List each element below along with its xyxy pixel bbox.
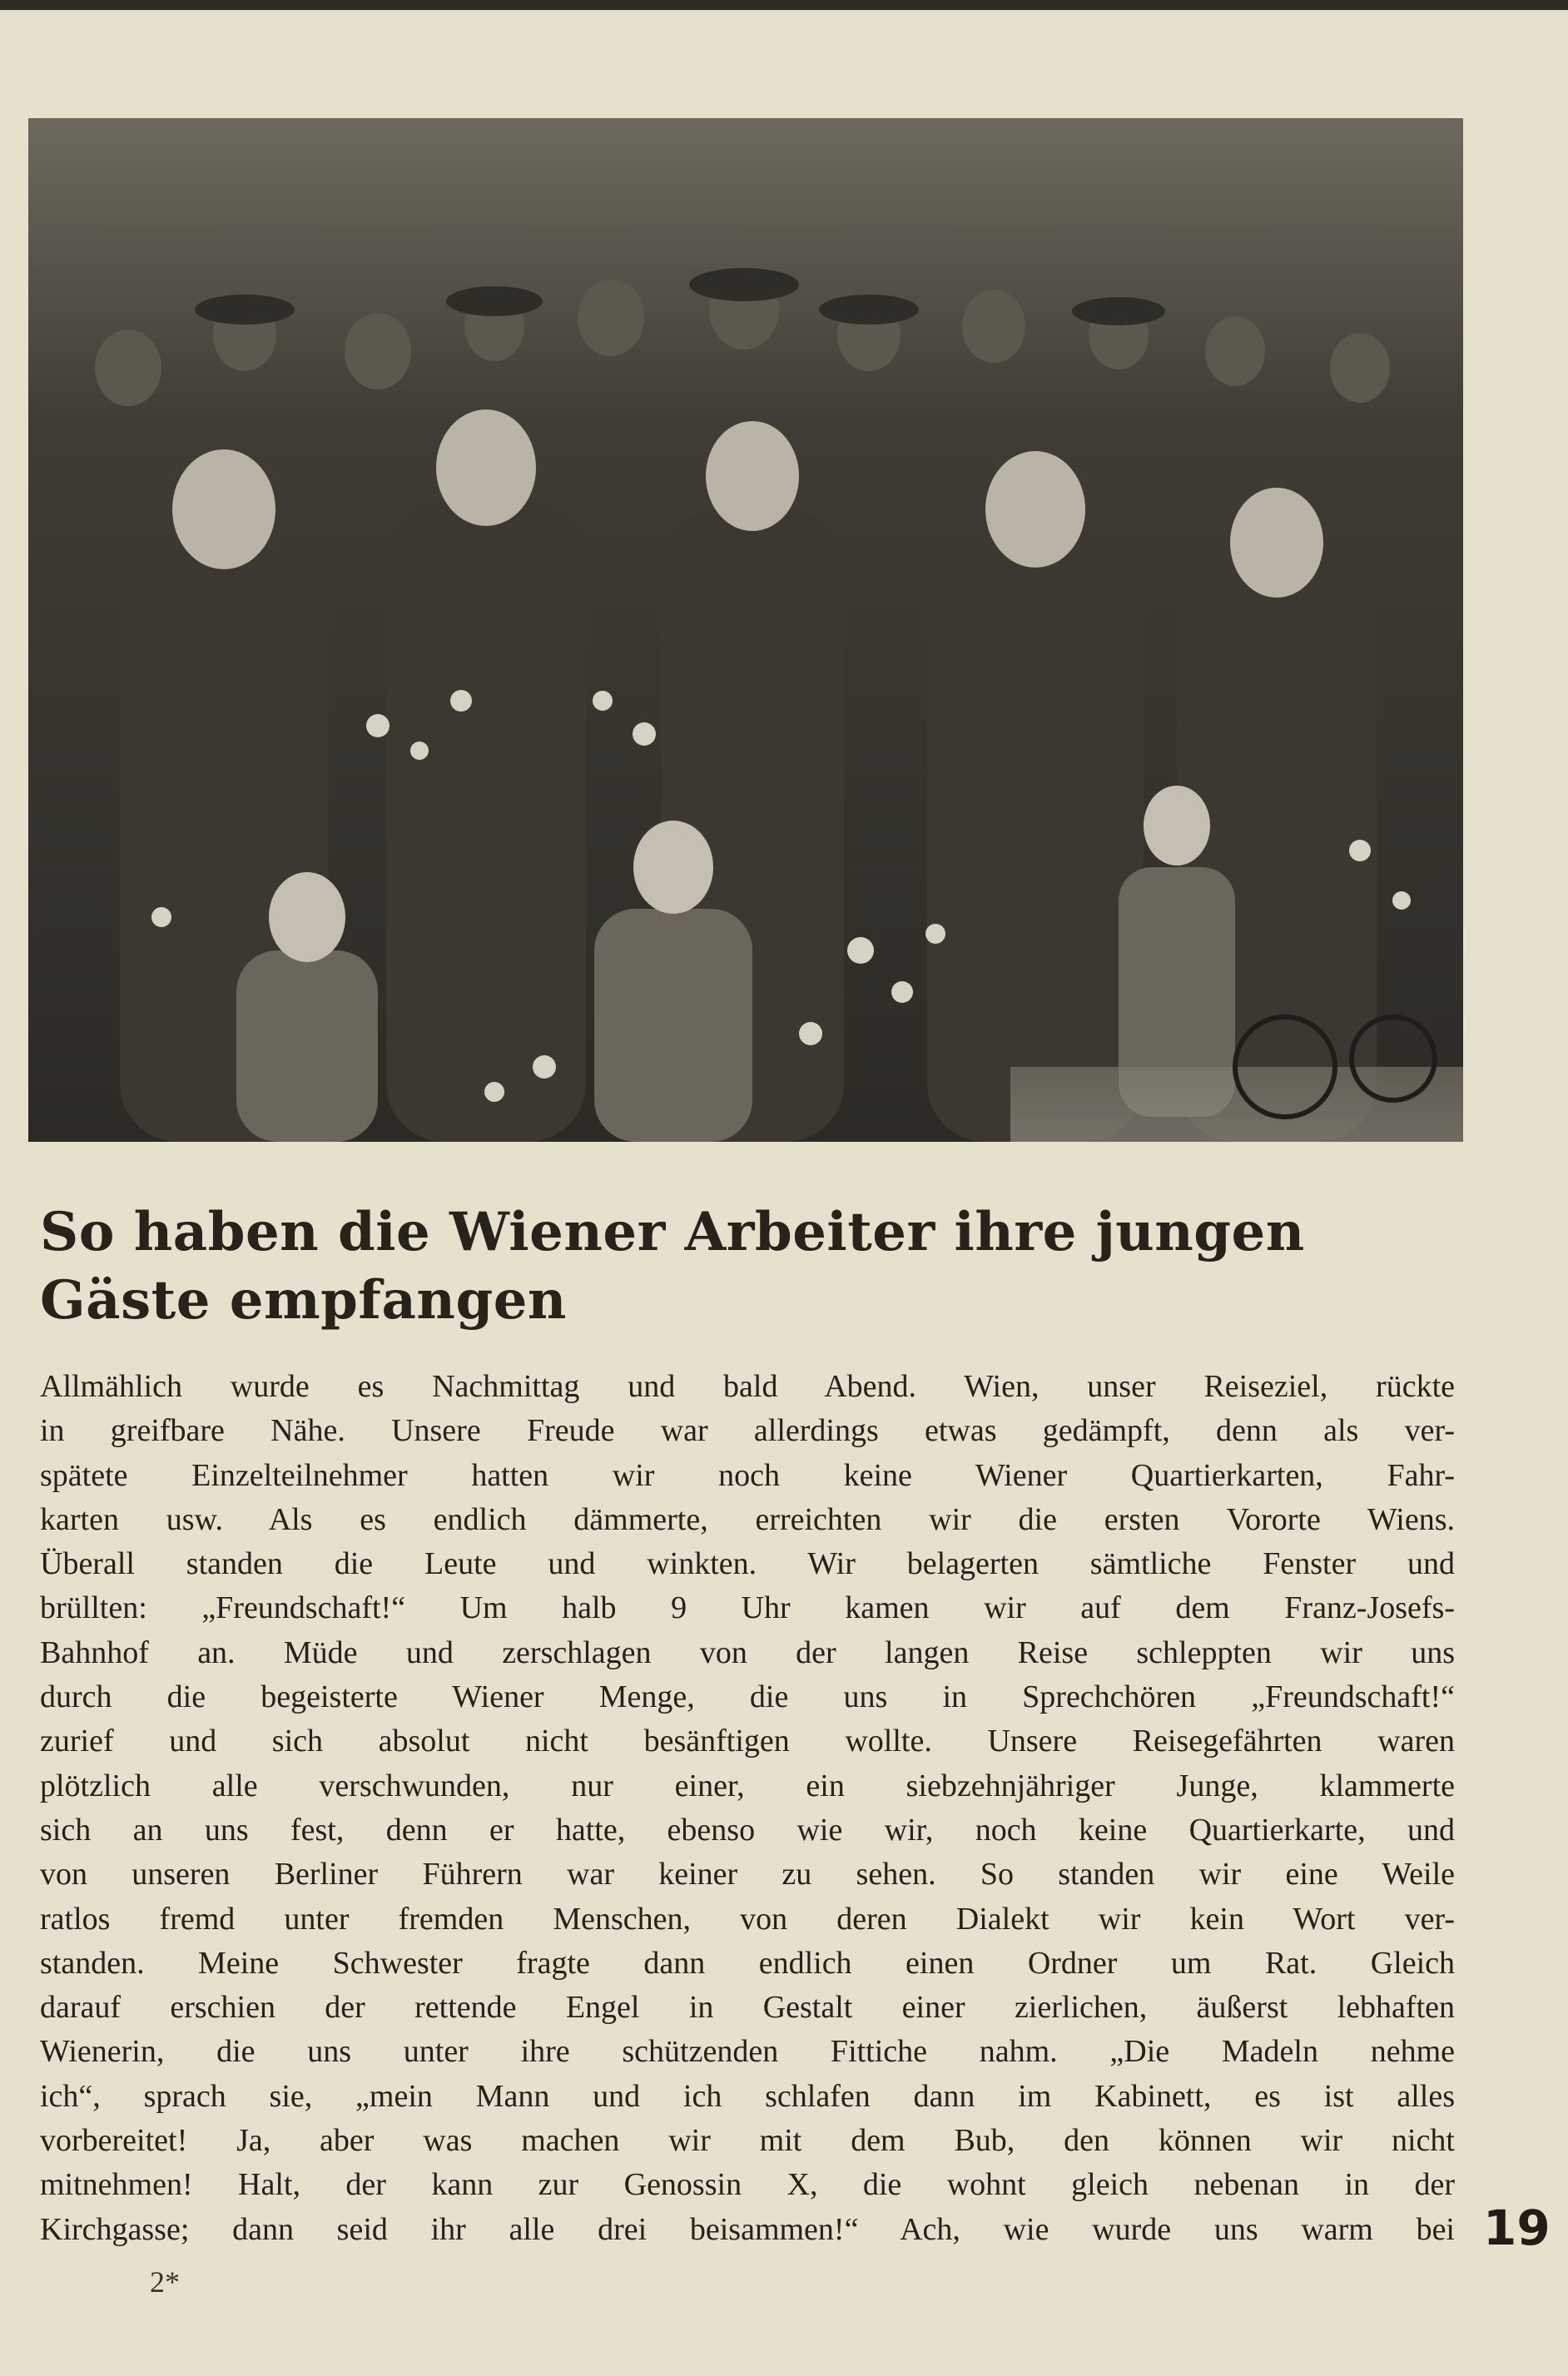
article-headline: So haben die Wiener Arbeiter ihre jungen Gäste empfangen <box>40 1201 1305 1332</box>
body-line: Allmählich wurde es Nachmittag und bald Abend. Wien, unser Reiseziel, rückte <box>40 1369 1455 1404</box>
body-line: in greifbare Nähe. Unsere Freude war allerdings etwas gedämpft, denn als ver- <box>40 1413 1455 1449</box>
top-border-rule <box>0 0 1568 10</box>
body-line: durch die begeisterte Wiener Menge, die uns in Sprechchören „Freundschaft!“ <box>40 1679 1455 1715</box>
body-line: brüllten: „Freundschaft!“ Um halb 9 Uhr kamen wir auf dem Franz-Josefs- <box>40 1590 1455 1626</box>
body-line: plötzlich alle verschwunden, nur einer, ein siebzehnjähriger Junge, klammerte <box>40 1768 1455 1803</box>
body-line: zurief und sich absolut nicht besänftigen wollte. Unsere Reisegefährten waren <box>40 1724 1455 1759</box>
signature-mark: 2* <box>150 2265 180 2299</box>
page-number: 19 <box>1483 2200 1551 2256</box>
body-line: Kirchgasse; dann seid ihr alle drei beisammen!“ Ach, wie wurde uns warm bei <box>40 2211 1455 2247</box>
body-line: Bahnhof an. Müde und zerschlagen von der langen Reise schleppten wir uns <box>40 1634 1455 1670</box>
body-line: vorbereitet! Ja, aber was machen wir mit dem Bub, den können wir nicht <box>40 2123 1455 2159</box>
body-line: mitnehmen! Halt, der kann zur Genossin X, die wohnt gleich nebenan in der <box>40 2167 1455 2203</box>
body-line: von unseren Berliner Führern war keiner zu sehen. So standen wir eine Weile <box>40 1857 1455 1892</box>
crowd-photo-icon <box>28 118 1463 1142</box>
body-line: Überall standen die Leute und winkten. Wir belagerten sämtliche Fenster und <box>40 1546 1455 1582</box>
body-line: spätete Einzelteilnehmer hatten wir noch keine Wiener Quartierkarten, Fahr- <box>40 1457 1455 1493</box>
body-line: sich an uns fest, denn er hatte, ebenso wie wir, noch keine Quartierkarte, und <box>40 1812 1455 1848</box>
body-line: karten usw. Als es endlich dämmerte, erreichten wir die ersten Vororte Wiens. <box>40 1501 1455 1537</box>
body-line: ratlos fremd unter fremden Menschen, von deren Dialekt wir kein Wort ver- <box>40 1901 1455 1937</box>
body-line: ich“, sprach sie, „mein Mann und ich schlafen dann im Kabinett, es ist alles <box>40 2078 1455 2114</box>
body-line: darauf erschien der rettende Engel in Gestalt einer zierlichen, äußerst lebhaften <box>40 1990 1455 2026</box>
crowd-photograph <box>28 118 1463 1142</box>
body-line: standen. Meine Schwester fragte dann endlich einen Ordner um Rat. Gleich <box>40 1945 1455 1981</box>
article-body <box>40 1365 1455 2252</box>
body-line: Wienerin, die uns unter ihre schützenden Fittiche nahm. „Die Madeln nehme <box>40 2034 1455 2070</box>
